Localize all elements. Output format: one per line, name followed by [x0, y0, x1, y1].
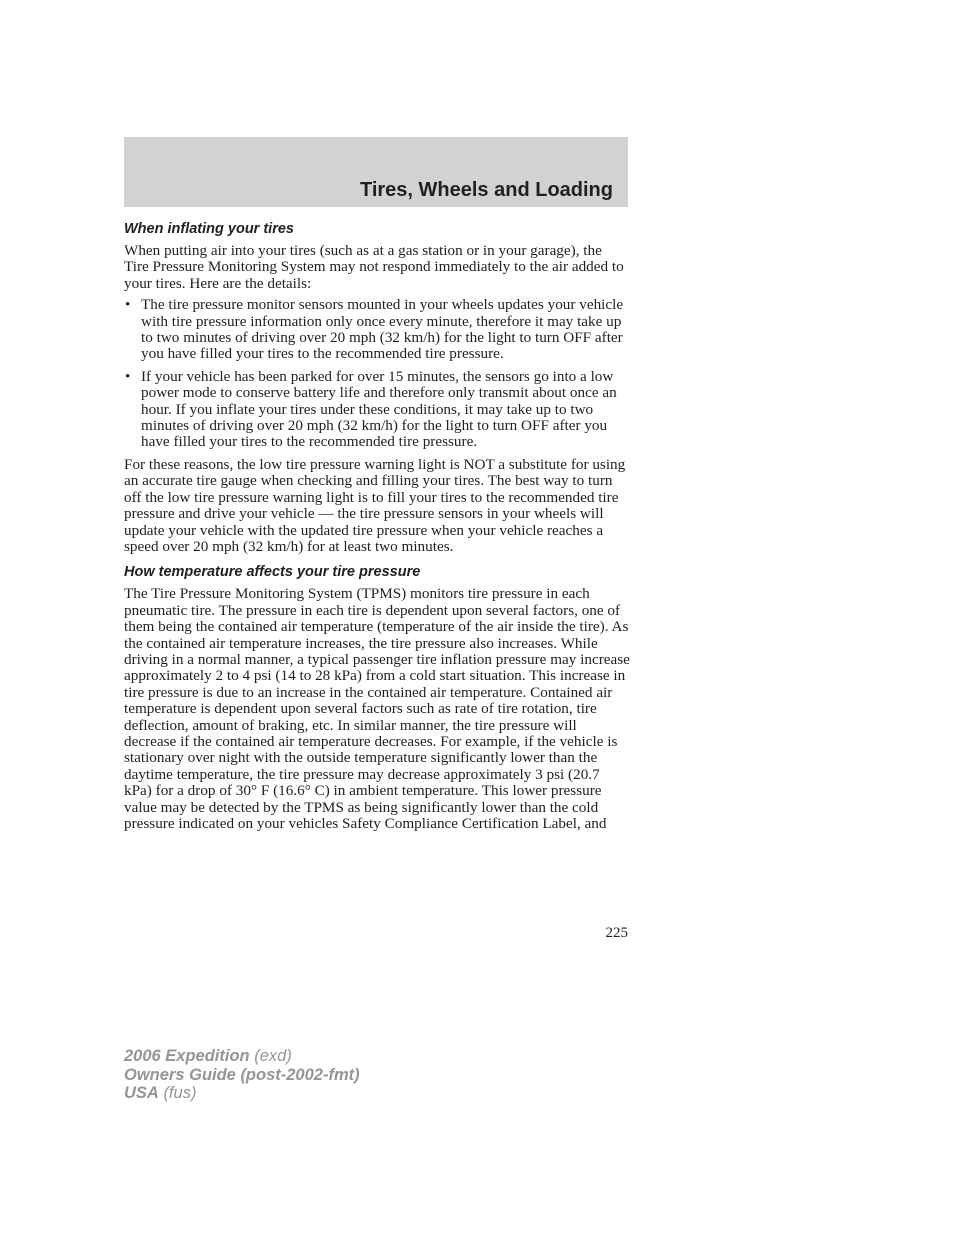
footer-model-code: (exd)	[254, 1047, 292, 1065]
page-content	[124, 220, 630, 837]
heading-inflating-tires: When inflating your tires	[124, 221, 294, 237]
bullet-icon: •	[125, 367, 131, 385]
paragraph-inflating-intro: When putting air into your tires (such as at a gas station or in your garage), the Tire Pressure Monitoring System may not respond immediately to the air added to your tires. Here are the details:	[124, 242, 624, 292]
paragraph-inflating-closing: For these reasons, the low tire pressure warning light is NOT a substitute for using an accurate tire gauge when checking and filling your tires. The best way to turn off the low tire pressure warning light is to fill your tires to the recommended tire pressure and drive your vehicle — the tire pressure sensors in your wheels will update your vehicle with the updated tire pressure when your vehicle reaches a speed over 20 mph (32 km/h) for at least two minutes.	[124, 455, 626, 555]
footer-line-market	[124, 1084, 360, 1103]
bullet-list	[124, 297, 630, 451]
page-number: 225	[605, 925, 628, 941]
section-title: Tires, Wheels and Loading	[359, 179, 613, 201]
footer-model: 2006 Expedition	[124, 1047, 250, 1065]
bullet-text: If your vehicle has been parked for over 15 minutes, the sensors go into a low power mode to conserve battery life and therefore only transmit about once an hour. If you inflate your tires under these conditions, it may take up to two minutes of driving over 20 mph (32 km/h) for the light to turn OFF after you have filled your tires to the recommended tire pressure.	[141, 367, 617, 451]
section-header-band	[124, 137, 628, 207]
footer-guide: Owners Guide (post-2002-fmt)	[124, 1065, 360, 1084]
bullet-icon: •	[125, 296, 131, 314]
heading-temperature-pressure: How temperature affects your tire pressure	[124, 564, 421, 581]
paragraph-temperature-body: The Tire Pressure Monitoring System (TPMS) monitors tire pressure in each pneumatic tire. The pressure in each tire is dependent upon several factors, one of them being the contained air temperature (temperature of the air inside the tire). As the contained air temperature increases, the tire pressure also increases. While driving in a normal manner, a typical passenger tire inflation pressure may increase approximately 2 to 4 psi (14 to 28 kPa) from a cold start situation. This increase in tire pressure is due to an increase in the contained air temperature. Contained air temperature is dependent upon several factors such as rate of tire rotation, tire deflection, amount of braking, etc. In similar manner, the tire pressure will decrease if the contained air temperature decreases. For example, if the vehicle is stationary over night with the outside temperature significantly lower than the daytime temperature, the tire pressure may decrease approximately 3 psi (20.7 kPa) for a drop of 30° F (16.6° C) in ambient temperature. This lower pressure value may be detected by the TPMS as being significantly lower than the cold pressure indicated on your vehicles Safety Compliance Certification Label, and	[124, 585, 630, 832]
document-footer	[124, 1047, 360, 1103]
footer-line-model	[124, 1047, 360, 1066]
footer-market: USA	[124, 1084, 159, 1102]
list-item	[124, 297, 630, 363]
list-item	[124, 369, 630, 451]
bullet-text: The tire pressure monitor sensors mounted in your wheels updates your vehicle with tire pressure information only once every minute, therefore it may take up to two minutes of driving over 20 mph (32 km/h) for the light to turn OFF after you have filled your tires to the recommended tire pressure.	[141, 296, 624, 363]
footer-line-guide	[124, 1066, 360, 1085]
footer-market-code: (fus)	[163, 1084, 197, 1102]
